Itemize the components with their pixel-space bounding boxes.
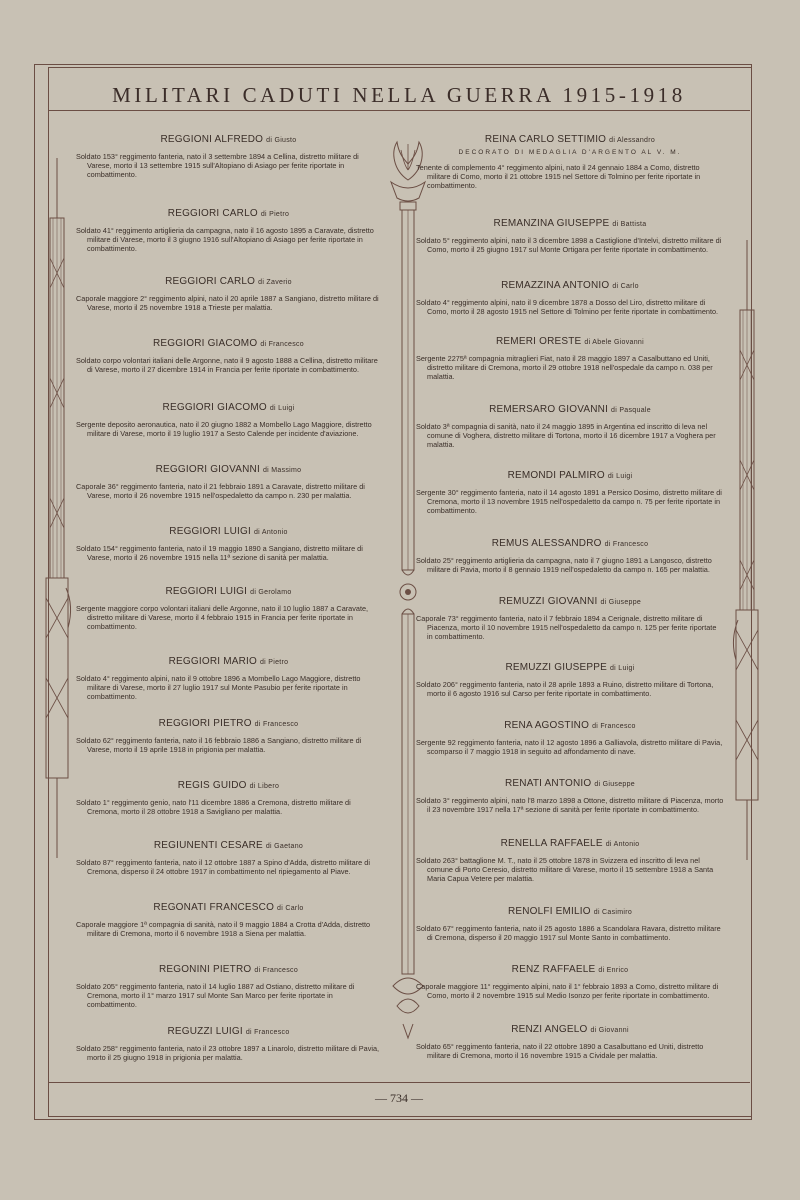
entry-patronymic: di Giovanni <box>590 1027 629 1034</box>
left-fasces-ornament <box>38 158 76 858</box>
entry-text: Soldato 205° reggimento fanteria, nato il 14 luglio 1887 ad Ostiano, distretto militare di Cremona, morto il 1° marzo 1917 sul Monte San Marco per ferite riportate in combattimento. <box>76 982 355 1009</box>
entry <box>76 402 381 438</box>
entry <box>416 538 724 574</box>
entry-patronymic: di Francesco <box>592 723 636 730</box>
entry-patronymic: di Gaetano <box>265 843 304 850</box>
entry-text: Caporale maggiore 11° reggimento alpini, nato il 1° febbraio 1893 a Como, distretto militare di Como, morto il 2 novembre 1915 sul Medio Isonzo per ferite riportate in combattimento. <box>416 982 719 1000</box>
entry-name: REGIUNENTI CESARE <box>153 840 263 851</box>
entry-patronymic: di Battista <box>612 221 647 228</box>
entry <box>76 464 381 500</box>
entry-name: REMERSARO GIOVANNI <box>489 404 609 415</box>
entry-name: REGGIORI MARIO <box>168 656 257 667</box>
entry-name: REGUZZI LUIGI <box>167 1026 243 1037</box>
entry-name: REGGIORI GIACOMO <box>162 402 267 413</box>
entry-text: Soldato 258° reggimento fanteria, nato il 23 ottobre 1897 a Linarolo, distretto militare di Pavia, morto il 25 giugno 1918 in prigionia per malattia. <box>76 1044 380 1062</box>
page-number: — 734 — <box>375 1091 423 1105</box>
entry <box>416 1024 724 1060</box>
entry <box>416 336 724 381</box>
entry-text: Soldato 5° reggimento alpini, nato il 3 dicembre 1898 a Castiglione d'Intelvi, distretto militare di Como, morto il 25 giugno 1917 sul Monte Ortigara per ferite riportate in combattimento. <box>416 236 722 254</box>
entry-text: Caporale maggiore 2° reggimento alpini, nato il 20 aprile 1887 a Sangiano, distretto militare di Varese, morto il 25 novembre 1918 a Trieste per malattia. <box>76 294 379 312</box>
entry <box>76 526 381 562</box>
entry-text: Soldato 4° reggimento alpini, nato il 9 dicembre 1878 a Dosso del Liro, distretto militare di Como, morto il 28 agosto 1915 nel Settore di Tolmino per ferite riportate in combattimento. <box>416 298 719 316</box>
entry <box>76 656 381 701</box>
page-title: MILITARI CADUTI NELLA GUERRA 1915-1918 <box>112 83 686 107</box>
entry-patronymic: di Carlo <box>612 283 639 290</box>
entry <box>76 964 381 1009</box>
entry-name: REGGIORI GIACOMO <box>153 338 258 349</box>
entry-text: Soldato corpo volontari italiani delle Argonne, nato il 9 agosto 1888 a Cellina, distretto militare di Varese, morto il 27 dicembre 1914 in Francia per ferite riportate in combattimento. <box>76 356 378 374</box>
entry-patronymic: di Luigi <box>609 665 635 672</box>
entry-text: Sergente maggiore corpo volontari italiani delle Argonne, nato il 10 luglio 1887 a Caravate, distretto militare di Varese, morto il 4 febbraio 1915 in Francia per ferite riportate in combattimento. <box>76 604 369 631</box>
entry <box>76 780 381 816</box>
entry-text: Soldato 3ª compagnia di sanità, nato il 24 maggio 1895 in Argentina ed inscritto di leva nel comune di Voghera, distretto militare di Tortona, morto il 16 dicembre 1917 a Voghera per malattia. <box>416 422 716 449</box>
entry <box>416 778 724 814</box>
entry-patronymic: di Antonio <box>253 529 288 536</box>
entry-text: Caporale maggiore 1ª compagnia di sanità, nato il 9 maggio 1884 a Crotta d'Adda, distretto militare di Cremona, morto il 6 novembre 1918 a Siena per malattia. <box>76 920 371 938</box>
entry-patronymic: di Gerolamo <box>250 589 292 596</box>
header-band <box>48 80 750 111</box>
entry-text: Sergente deposito aeronautica, nato il 20 giugno 1882 a Mombello Lago Maggiore, distretto militare di Varese, morto il 19 luglio 1917 a Sesto Calende per incidente d'aviazione. <box>76 420 372 438</box>
entry-text: Tenente di complemento 4° reggimento alpini, nato il 24 gennaio 1884 a Como, distretto militare di Como, morto il 21 ottobre 1915 nel Settore di Tolmino per ferite riportate in combattimento. <box>416 163 701 190</box>
entry-name: RENA AGOSTINO <box>504 720 590 731</box>
entry <box>416 964 724 1000</box>
entry-patronymic: di Pietro <box>260 211 290 218</box>
entry <box>76 1026 381 1062</box>
entry <box>416 596 724 641</box>
entry-patronymic: di Giusto <box>266 137 297 144</box>
entry <box>416 470 724 515</box>
entry-text: Soldato 87° reggimento fanteria, nato il 12 ottobre 1887 a Spino d'Adda, distretto militare di Cremona, disperso il 24 ottobre 1917 in combattimento nel ripiegamento al Piave. <box>76 858 370 876</box>
entry-patronymic: di Pietro <box>259 659 289 666</box>
entry-patronymic: di Carlo <box>277 905 304 912</box>
entry <box>76 276 381 312</box>
entry-text: Caporale 36° reggimento fanteria, nato il 21 febbraio 1891 a Caravate, distretto militare di Varese, morto il 26 novembre 1915 nell'ospedaletto da campo n. 230 per malattia. <box>76 482 365 500</box>
entry-name: REGGIONI ALFREDO <box>160 134 264 145</box>
entry-name: REMAZZINA ANTONIO <box>501 280 610 291</box>
entry-patronymic: di Massimo <box>262 467 302 474</box>
entry-name: REGGIORI LUIGI <box>165 586 248 597</box>
entry-name: REGONINI PIETRO <box>158 964 252 975</box>
entry-text: Sergente 30° reggimento fanteria, nato il 14 agosto 1891 a Persico Dosimo, distretto militare di Cremona, morto il 13 novembre 1915 nell'ospedaletto da campo n. 75 per ferite riportate in combattimento. <box>416 488 722 515</box>
entry-patronymic: di Casimiro <box>593 909 633 916</box>
entry <box>416 720 724 756</box>
footer-band <box>48 1082 750 1115</box>
entry <box>76 718 381 754</box>
center-torch-ornament <box>383 140 433 1040</box>
entry-text: Soldato 62° reggimento fanteria, nato il 16 febbraio 1886 a Sangiano, distretto militare di Varese, morto il 19 aprile 1918 in prigionia per malattia. <box>76 736 362 754</box>
entry-patronymic: di Pasquale <box>611 407 651 414</box>
entry-patronymic: di Giuseppe <box>594 781 635 788</box>
entry-name: REGONATI FRANCESCO <box>153 902 275 913</box>
entry <box>416 662 724 698</box>
entry-decoration: DECORATO DI MEDAGLIA D'ARGENTO AL V. M. <box>458 149 682 156</box>
entry <box>416 218 724 254</box>
entry <box>416 134 724 190</box>
entry-patronymic: di Luigi <box>607 473 633 480</box>
entry <box>76 586 381 631</box>
entry <box>76 902 381 938</box>
entry-patronymic: di Francesco <box>604 541 649 548</box>
entry-text: Soldato 206° reggimento fanteria, nato il 28 aprile 1893 a Ruino, distretto militare di Tortona, morto il 6 agosto 1916 sul Carso per ferite riportate in combattimento. <box>416 680 714 698</box>
entry-name: REINA CARLO SETTIMIO <box>484 134 607 145</box>
entry-patronymic: di Abele Giovanni <box>584 339 644 346</box>
entry-text: Soldato 154° reggimento fanteria, nato il 19 maggio 1890 a Sangiano, distretto militare di Varese, morto il 26 novembre 1915 nella 11ª sezione di sanità per malattia. <box>76 544 363 562</box>
entry-name: REGGIORI LUIGI <box>169 526 251 537</box>
entry-patronymic: di Francesco <box>254 721 299 728</box>
entry-text: Soldato 4° reggimento alpini, nato il 9 ottobre 1896 a Mombello Lago Maggiore, distretto militare di Varese, morto il 27 luglio 1917 sul Monte Pasubio per ferite riportate in combattimento. <box>76 674 361 701</box>
entry <box>76 134 381 179</box>
entry-name: REGGIORI CARLO <box>167 208 258 219</box>
entry-text: Caporale 73° reggimento fanteria, nato il 7 febbraio 1894 a Cerignale, distretto militare di Piacenza, morto il 10 novembre 1915 nell'ospedaletto da campo n. 125 per ferite riportate in combattimento. <box>416 614 717 641</box>
entry-name: RENATI ANTONIO <box>505 778 592 789</box>
entry-name: REGGIORI GIOVANNI <box>155 464 260 475</box>
entry-name: RENZ RAFFAELE <box>511 964 596 975</box>
entry-patronymic: di Libero <box>249 783 280 790</box>
entry-name: RENZI ANGELO <box>511 1024 588 1035</box>
entry-name: REMERI ORESTE <box>496 336 582 347</box>
entry-text: Soldato 67° reggimento fanteria, nato il 25 agosto 1886 a Scandolara Ravara, distretto militare di Cremona, disperso il 20 maggio 1917 sul Monte Santo in combattimento. <box>416 924 721 942</box>
entry-patronymic: di Zaverio <box>258 279 292 286</box>
entry-patronymic: di Luigi <box>269 405 295 412</box>
entry-patronymic: di Francesco <box>254 967 299 974</box>
entry-patronymic: di Francesco <box>245 1029 290 1036</box>
entry-text: Soldato 41° reggimento artiglieria da campagna, nato il 16 agosto 1895 a Caravate, distretto militare di Varese, morto il 3 giugno 1916 sull'Altopiano di Asiago per ferite riportate in combattimento. <box>76 226 374 253</box>
entry-text: Soldato 65° reggimento fanteria, nato il 22 ottobre 1890 a Casalbuttano ed Uniti, distretto militare di Cremona, morto il 16 novembre 1915 a Cividale per malattia. <box>416 1042 704 1060</box>
entry-text: Soldato 153° reggimento fanteria, nato il 3 settembre 1894 a Cellina, distretto militare di Varese, morto il 13 settembre 1915 sull'Altopiano di Asiago per ferite riportate in combattimento. <box>76 152 359 179</box>
entry-text: Soldato 1° reggimento genio, nato l'11 dicembre 1886 a Cremona, distretto militare di Cremona, morto il 28 ottobre 1918 a Savigliano per malattia. <box>76 798 351 816</box>
entry-name: RENELLA RAFFAELE <box>500 838 603 849</box>
entry <box>76 338 381 374</box>
entry-name: REGIS GUIDO <box>177 780 247 791</box>
entry-text: Sergente 92 reggimento fanteria, nato il 12 agosto 1896 a Galliavola, distretto militare di Pavia, scomparso il 7 maggio 1918 in seguito ad affondamento di nave. <box>416 738 723 756</box>
entry <box>76 208 381 253</box>
entry-patronymic: di Giuseppe <box>600 599 642 606</box>
entry-name: REGGIORI PIETRO <box>158 718 252 729</box>
entry-patronymic: di Alessandro <box>609 137 656 144</box>
entry-name: REMUZZI GIOVANNI <box>498 596 598 607</box>
entry-name: REMANZINA GIUSEPPE <box>493 218 610 229</box>
entry-name: REMONDI PALMIRO <box>507 470 605 481</box>
entry <box>416 906 724 942</box>
entry <box>76 840 381 876</box>
entry-name: REMUZZI GIUSEPPE <box>505 662 607 673</box>
entry <box>416 404 724 449</box>
entry-text: Soldato 3° reggimento alpini, nato l'8 marzo 1898 a Ottone, distretto militare di Piacenza, morto il 23 novembre 1917 nella 17ª sezione di sanità per ferite riportate in combattimento. <box>416 796 724 814</box>
entry <box>416 280 724 316</box>
right-fasces-ornament <box>728 240 766 860</box>
entry-patronymic: di Antonio <box>605 841 640 848</box>
entry-patronymic: di Enrico <box>598 967 629 974</box>
entry-text: Soldato 25° reggimento artiglieria da campagna, nato il 7 giugno 1891 a Langosco, distretto militare di Pavia, morto il 8 gennaio 1919 nell'ospedaletto da campo n. 165 per malattia. <box>416 556 712 574</box>
entry-name: RENOLFI EMILIO <box>507 906 591 917</box>
entry <box>416 838 724 883</box>
entry-text: Soldato 263° battaglione M. T., nato il 25 ottobre 1878 in Svizzera ed inscritto di leva nel comune di Porto Ceresio, distretto militare di Varese, morto il 15 settembre 1918 a Santa Maria Capua Vetere per malattia. <box>416 856 714 883</box>
entry-patronymic: di Francesco <box>260 341 304 348</box>
entry-name: REMUS ALESSANDRO <box>491 538 602 549</box>
entry-text: Sergente 2275ª compagnia mitraglieri Fiat, nato il 28 maggio 1897 a Casalbuttano ed Uniti, distretto militare di Cremona, morto il 29 ottobre 1918 nell'ospedale da campo n. 038 per malattia. <box>416 354 713 381</box>
entry-name: REGGIORI CARLO <box>165 276 256 287</box>
